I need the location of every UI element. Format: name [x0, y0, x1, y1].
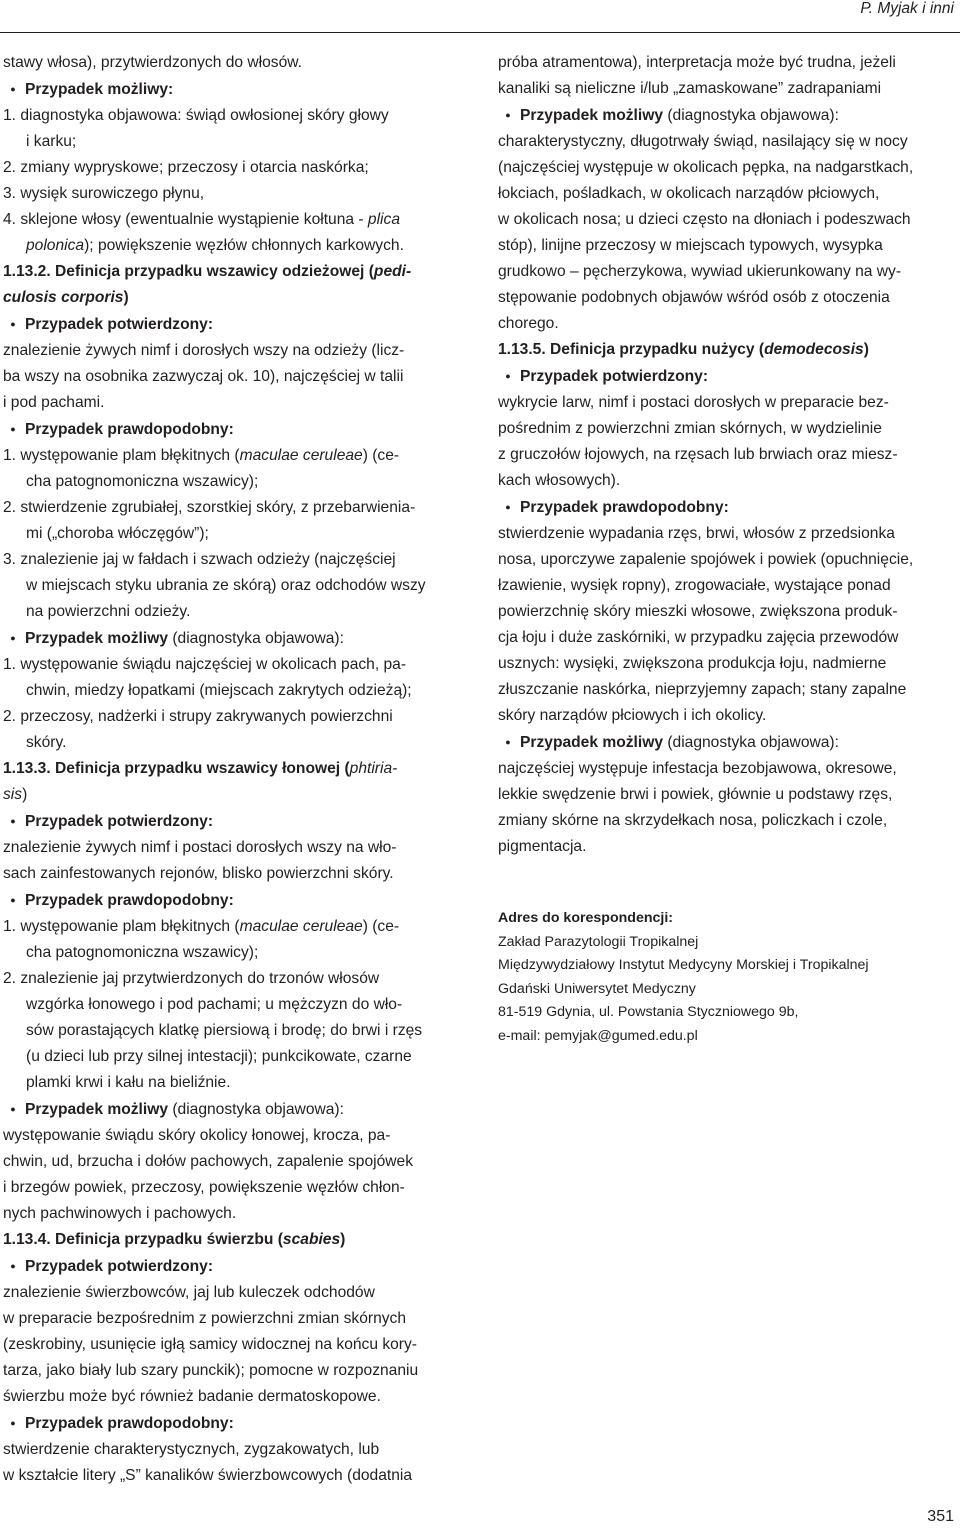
bullet-label: Przypadek prawdopodobny:	[520, 499, 729, 516]
address-line: Gdański Uniwersytet Medyczny	[498, 980, 696, 997]
bullet-possible-case	[498, 729, 956, 756]
text-line: i pod pachami.	[3, 394, 105, 411]
text-line: z gruczołów łojowych, na rzęsach lub brwiach oraz miesz-	[498, 446, 898, 463]
text-line: złuszczanie naskórka, nieprzyjemny zapach; stany zapalne	[498, 681, 907, 698]
latin-term: polonica	[26, 237, 85, 254]
latin-term: maculae ceruleae	[239, 918, 363, 935]
text-span: ) (ce-	[362, 447, 400, 464]
text-line: charakterystyczny, długotrwały świąd, nasilający się w nocy	[498, 133, 908, 150]
text-line: stwierdzenie wypadania rzęs, brwi, włosów z przedsionka	[498, 525, 895, 542]
text-line: stóp), linijne przeczosy w miejscach typowych, wysypka	[498, 237, 883, 254]
text-line: 2. stwierdzenie zgrubiałej, szorstkiej skóry, z przebarwienia-	[3, 499, 416, 516]
section-heading-cont	[3, 285, 462, 311]
bullet-label: Przypadek prawdopodobny:	[25, 892, 234, 909]
text-line: skóry narządów płciowych i ich okolicy.	[498, 707, 767, 724]
text-span: )	[340, 1231, 346, 1248]
text-line: i brzegów powiek, przeczosy, powiększenie węzłów chłon-	[3, 1179, 405, 1196]
section-heading-1-13-4	[3, 1227, 462, 1253]
text-span: )	[22, 786, 28, 803]
bullet-probable-case	[3, 1410, 462, 1437]
text-line: pigmentacja.	[498, 838, 587, 855]
text-span: ) (ce-	[362, 918, 400, 935]
bullet-label: Przypadek możliwy:	[25, 81, 174, 98]
latin-term: sis	[3, 786, 23, 803]
text-line: ba wszy na osobnika zazwyczaj ok. 10), najczęściej w talii	[3, 368, 404, 385]
text-line: 1. występowanie świądu najczęściej w okolicach pach, pa-	[3, 656, 407, 673]
bullet-probable-case	[3, 887, 462, 914]
text-span: ); powiększenie węzłów chłonnych karkowych.	[84, 237, 404, 254]
text-line: 2. zmiany wypryskowe; przeczosy i otarcia naskórka;	[3, 159, 369, 176]
bullet-label: Przypadek potwierdzony:	[25, 1258, 214, 1275]
text-line: stawy włosa), przytwierdzonych do włosów.	[3, 54, 302, 71]
latin-term: maculae ceruleae	[239, 447, 363, 464]
text-line: 2. znalezienie jaj przytwierdzonych do trzonów włosów	[3, 970, 380, 987]
section-title: Definicja przypadku wszawicy łonowej (	[50, 760, 350, 777]
text-line: stępowanie podobnych objawów wśród osób z otoczenia	[498, 289, 890, 306]
text-line: łokciach, pośladkach, w okolicach narządów płciowych,	[498, 185, 880, 202]
page-number: 351	[927, 1508, 954, 1525]
section-title: Definicja przypadku nużycy (	[545, 341, 765, 358]
bullet-confirmed-case	[498, 363, 956, 390]
text-line: znalezienie żywych nimf i postaci dorosłych wszy na wło-	[3, 839, 397, 856]
left-column	[3, 50, 462, 1489]
bullet-confirmed-case	[3, 808, 462, 835]
text-line: w preparacie bezpośrednim z powierzchni zmian skórnych	[3, 1310, 407, 1327]
text-line: świerzbu może być również badanie dermatoskopowe.	[3, 1388, 381, 1405]
text-line: grudkowo – pęcherzykowa, wywiad ukierunkowany na wy-	[498, 263, 902, 280]
latin-term: demodecosis	[764, 341, 864, 358]
text-line: (najczęściej występuje w okolicach pępka, na nadgarstkach,	[498, 159, 914, 176]
latin-term: plica	[367, 211, 400, 228]
text-line: skóry.	[26, 734, 67, 751]
text-line: wzgórka łonowego i pod pachami; u mężczyzn do wło-	[26, 996, 403, 1013]
text-line: 2. przeczosy, nadżerki i strupy zakrywanych powierzchni	[3, 708, 393, 725]
bullet-confirmed-case	[3, 311, 462, 338]
text-line: (zeskrobiny, usunięcie igłą samicy widocznej na końcu kory-	[3, 1336, 417, 1353]
email-line: e-mail: pemyjak@gumed.edu.pl	[498, 1027, 698, 1044]
bullet-label: Przypadek potwierdzony:	[25, 813, 214, 830]
text-line	[3, 207, 462, 233]
section-number: 1.13.2.	[3, 263, 51, 280]
bullet-possible-case	[3, 1096, 462, 1123]
section-heading-1-13-5	[498, 337, 956, 363]
text-line: cja łoju i duże zaskórniki, w przypadku zajęcia przewodów	[498, 629, 899, 646]
running-header-authors: P. Myjak i inni	[860, 0, 954, 17]
section-title: Definicja przypadku świerzbu (	[50, 1231, 283, 1248]
bullet-possible-case	[498, 102, 956, 129]
text-line: sów porastających klatkę piersiową i brodę; do brwi i rzęs	[26, 1022, 423, 1039]
section-heading-1-13-2	[3, 259, 462, 285]
text-line: w miejscach styku ubrania ze skórą) oraz odchodów wszy	[26, 577, 426, 594]
text-line	[3, 914, 462, 940]
text-line: 1. diagnostyka objawowa: świąd owłosionej skóry głowy	[3, 107, 389, 124]
text-span: 4. sklejone włosy (ewentualnie wystąpienie kołtuna -	[3, 211, 368, 228]
bullet-label: Przypadek możliwy	[25, 1101, 168, 1118]
text-line: łzawienie, wysięk ropny), zrogowaciałe, wystające ponad	[498, 577, 891, 594]
text-line: cha patognomoniczna wszawicy);	[26, 944, 259, 961]
latin-term: pedi-	[373, 263, 412, 280]
text-line: chwin, ud, brzucha i dołów pachowych, zapalenie spojówek	[3, 1153, 414, 1170]
text-span: (diagnostyka objawowa):	[663, 734, 839, 751]
text-line: usznych: wysięki, zwiększona produkcja łoju, nadmierne	[498, 655, 887, 672]
bullet-possible-case	[3, 76, 462, 103]
text-line: plamki krwi i kału na bieliźnie.	[26, 1074, 231, 1091]
address-line: 81-519 Gdynia, ul. Powstania Styczniowego 9b,	[498, 1004, 799, 1020]
text-line: mi („choroba włóczęgów”);	[26, 525, 209, 542]
text-line: nych pachwinowych i pachowych.	[3, 1205, 237, 1222]
text-span: 1. występowanie plam błękitnych (	[3, 447, 240, 464]
text-line: znalezienie żywych nimf i dorosłych wszy na odzieży (licz-	[3, 342, 405, 359]
text-line	[3, 233, 462, 259]
text-line: (u dzieci lub przy silnej intestacji); punkcikowate, czarne	[26, 1048, 412, 1065]
text-line: 3. wysięk surowiczego płynu,	[3, 185, 205, 202]
bullet-label: Przypadek możliwy	[25, 630, 168, 647]
bullet-label: Przypadek prawdopodobny:	[25, 1415, 234, 1432]
text-line: cha patognomoniczna wszawicy);	[26, 473, 259, 490]
latin-term: culosis corporis	[3, 289, 124, 306]
text-line	[3, 443, 462, 469]
text-line: zmiany skórne na skrzydełkach nosa, policzkach i czole,	[498, 812, 888, 829]
text-line: tarza, jako biały lub szary punckik); pomocne w rozpoznaniu	[3, 1362, 419, 1379]
text-span: )	[123, 289, 129, 306]
text-line: znalezienie świerzbowców, jaj lub kuleczek odchodów	[3, 1284, 375, 1301]
bullet-possible-case	[3, 625, 462, 652]
correspondence-address	[498, 907, 956, 1048]
text-line: nosa, uporczywe zapalenie spojówek i powiek (opuchnięcie,	[498, 551, 914, 568]
text-line: próba atramentowa), interpretacja może być trudna, jeżeli	[498, 54, 896, 71]
text-span: (diagnostyka objawowa):	[168, 630, 344, 647]
header-divider	[0, 32, 960, 33]
text-span: (diagnostyka objawowa):	[168, 1101, 344, 1118]
text-span: (diagnostyka objawowa):	[663, 107, 839, 124]
text-span: 1. występowanie plam błękitnych (	[3, 918, 240, 935]
text-line: chwin, miedzy łopatkami (miejscach zakrytych odzieżą);	[26, 682, 412, 699]
text-line: kach włosowych).	[498, 472, 621, 489]
correspondence-heading	[498, 907, 956, 931]
section-number: 1.13.4.	[3, 1231, 51, 1248]
heading-text: Adres do korespondencji:	[498, 910, 674, 926]
text-line: wykrycie larw, nimf i postaci dorosłych w preparacie bez-	[498, 394, 889, 411]
bullet-label: Przypadek możliwy	[520, 107, 663, 124]
section-number: 1.13.3.	[3, 760, 51, 777]
text-line: w kształcie litery „S” kanalików świerzbowcowych (dodatnia	[3, 1467, 413, 1484]
bullet-label: Przypadek potwierdzony:	[25, 316, 214, 333]
text-line: na powierzchni odzieży.	[26, 603, 191, 620]
text-line: lekkie swędzenie brwi i powiek, głównie u podstawy rzęs,	[498, 786, 893, 803]
text-line: powierzchnię skóry mieszki włosowe, zwiększona produk-	[498, 603, 898, 620]
page-header	[0, 0, 960, 34]
text-line: pośrednim z powierzchni zmian skórnych, w wydzielinie	[498, 420, 882, 437]
text-line: 3. znalezienie jaj w fałdach i szwach odzieży (najczęściej	[3, 551, 396, 568]
text-line: występowanie świądu skóry okolicy łonowej, krocza, pa-	[3, 1127, 391, 1144]
bullet-probable-case	[3, 416, 462, 443]
text-line: i karku;	[26, 133, 77, 150]
text-line: kanaliki są nieliczne i/lub „zamaskowane” zadrapaniami	[498, 80, 882, 97]
address-line: Zakład Parazytologii Tropikalnej	[498, 933, 699, 950]
latin-term: scabies	[282, 1231, 341, 1248]
text-line: chorego.	[498, 315, 559, 332]
bullet-label: Przypadek możliwy	[520, 734, 663, 751]
section-title: Definicja przypadku wszawicy odzieżowej (	[50, 263, 374, 280]
section-heading-cont	[3, 782, 462, 808]
bullet-label: Przypadek prawdopodobny:	[25, 421, 234, 438]
bullet-confirmed-case	[3, 1253, 462, 1280]
bullet-label: Przypadek potwierdzony:	[520, 368, 709, 385]
text-line: najczęściej występuje infestacja bezobjawowa, okresowe,	[498, 760, 897, 777]
text-line: sach zainfestowanych rejonów, blisko powierzchni skóry.	[3, 865, 394, 882]
bullet-probable-case	[498, 494, 956, 521]
text-line: stwierdzenie charakterystycznych, zygzakowatych, lub	[3, 1441, 380, 1458]
right-column	[498, 50, 956, 860]
address-line: Międzywydziałowy Instytut Medycyny Morskiej i Tropikalnej	[498, 957, 869, 973]
latin-term: phtiria-	[349, 760, 398, 777]
section-heading-1-13-3	[3, 756, 462, 782]
section-number: 1.13.5.	[498, 341, 546, 358]
text-span: )	[863, 341, 869, 358]
text-line: w okolicach nosa; u dzieci często na dłoniach i podeszwach	[498, 211, 911, 228]
